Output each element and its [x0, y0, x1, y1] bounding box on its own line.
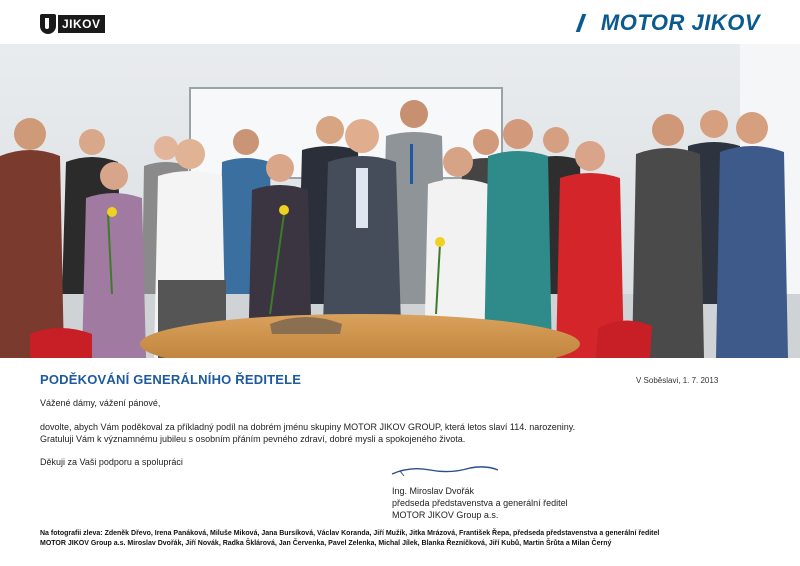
- body-line-1: dovolte, abych Vám poděkoval za příkladný podíl na dobrém jménu skupiny MOTOR JIKOV GROUP, která letos slaví 114. narozeniny.: [40, 422, 576, 432]
- jikov-logo: [40, 14, 105, 34]
- chair-right: [596, 320, 652, 358]
- signatory-role: předseda představenstva a generální ředitel: [392, 498, 568, 508]
- jikov-shield-icon: [40, 14, 56, 34]
- motor-jikov-logo-text: MOTOR JIKOV: [600, 10, 760, 35]
- place-date: V Soběslavi, 1. 7. 2013: [636, 376, 719, 385]
- motor-jikov-logo: [579, 10, 760, 36]
- chair-left: [30, 328, 92, 358]
- body-line-2: Gratuluji Vám k významnému jubileu s osobním přáním pevného zdraví, dobré mysli a spokojeného života.: [40, 434, 466, 444]
- signatory-company: MOTOR JIKOV Group a.s.: [392, 510, 499, 520]
- jikov-logo-text: JIKOV: [58, 15, 105, 33]
- signature: [390, 462, 500, 478]
- letter-title: PODĚKOVÁNÍ GENERÁLNÍHO ŘEDITELE: [40, 372, 302, 387]
- page-header: [0, 0, 800, 44]
- salutation: Vážené dámy, vážení pánové,: [40, 398, 161, 408]
- photo-caption: [40, 529, 760, 549]
- thanks-line: Děkuji za Vaši podporu a spolupráci: [40, 457, 183, 467]
- group-photo-illustration: [0, 44, 800, 358]
- caption-line-2: MOTOR JIKOV Group a.s. Miroslav Dvořák, Jiří Novák, Radka Šklárová, Jan Červenka, Pavel Zelenka, Michal Jílek, Blanka Řezníčková, Jiří Kubů, Martin Šrůta a Milan Černý: [40, 540, 612, 547]
- caption-line-1: Na fotografii zleva: Zdeněk Dřevo, Irena Panáková, Miluše Miková, Jana Bursíková, Václav Koranda, Jiří Mužík, Jitka Mrázová, František Řepa, předseda představenstva a generální ředitel: [40, 530, 660, 537]
- group-photo: [0, 44, 800, 358]
- motor-jikov-swoosh-icon: [576, 14, 601, 32]
- signatory-name: Ing. Miroslav Dvořák: [392, 486, 475, 496]
